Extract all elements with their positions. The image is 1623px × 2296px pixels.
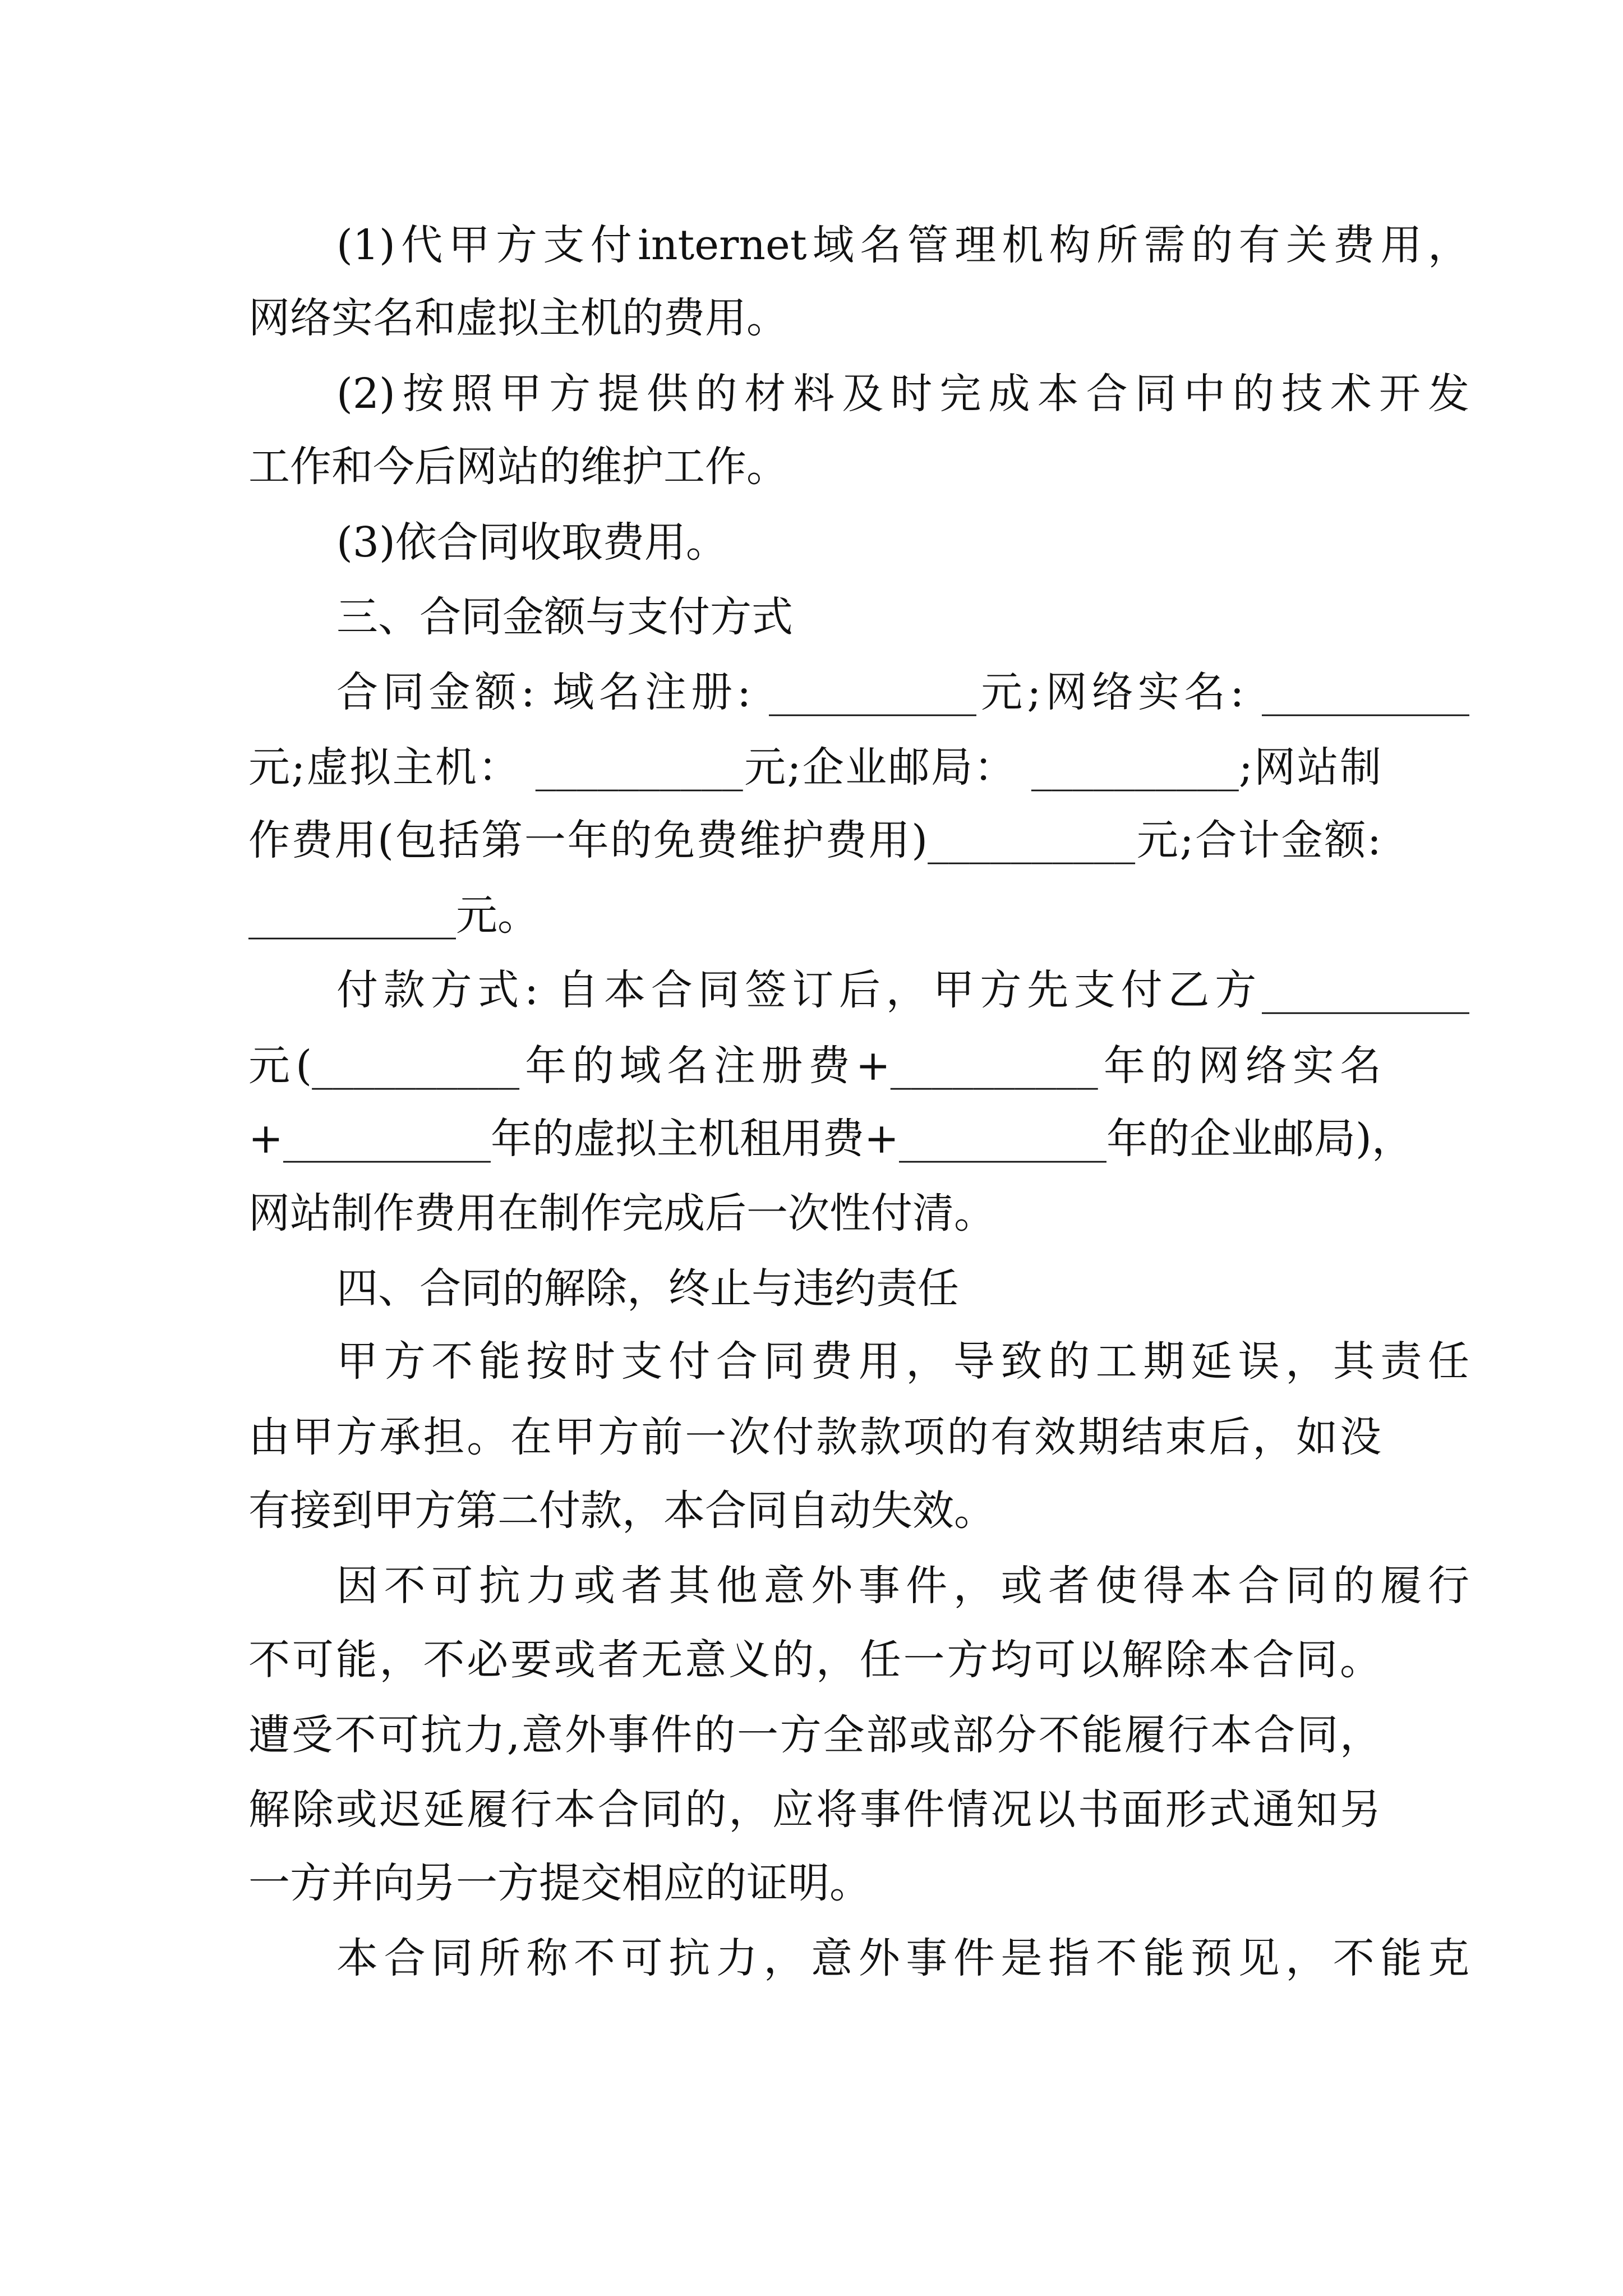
section-heading: 三、合同金额与支付方式	[336, 593, 793, 641]
text-line: 甲方不能按时支付合同费用，导致的工期延误，其责任	[336, 1337, 1469, 1386]
text-line: 付款方式: 自本合同签订后，甲方先支付乙方__________	[336, 966, 1469, 1014]
text-line: 网络实名和虚拟主机的费用。	[248, 294, 788, 342]
text-line: 作费用(包括第一年的免费维护费用)__________元;合计金额:	[248, 816, 1381, 864]
text-line: 一方并向另一方提交相应的证明。	[248, 1859, 871, 1907]
text-line: 有接到甲方第二付款，本合同自动失效。	[248, 1487, 995, 1535]
text-line: (2)按照甲方提供的材料及时完成本合同中的技术开发	[336, 370, 1469, 418]
text-line: (3)依合同收取费用。	[336, 518, 727, 567]
text-line: 不可能，不必要或者无意义的，任一方均可以解除本合同。	[248, 1636, 1381, 1684]
text-line: 网站制作费用在制作完成后一次性付清。	[248, 1189, 995, 1237]
text-line: 元(__________年的域名注册费+__________年的网络实名	[248, 1042, 1381, 1090]
text-line: 由甲方承担。在甲方前一次付款款项的有效期结束后，如没	[248, 1413, 1381, 1461]
section-heading: 四、合同的解除，终止与违约责任	[336, 1264, 959, 1313]
text-line: __________元。	[248, 891, 539, 940]
text-line: 合同金额: 域名注册: __________元;网络实名: __________	[336, 668, 1469, 716]
text-line: 遭受不可抗力,意外事件的一方全部或部分不能履行本合同，	[248, 1711, 1381, 1759]
text-line: 解除或迟延履行本合同的，应将事件情况以书面形式通知另	[248, 1786, 1381, 1834]
text-line: (1)代甲方支付internet域名管理机构所需的有关费用，	[336, 221, 1469, 269]
text-line: 本合同所称不可抗力，意外事件是指不能预见，不能克	[336, 1934, 1469, 1982]
text-line: 元;虚拟主机： __________元;企业邮局： __________;网站制	[248, 743, 1381, 792]
text-line: 因不可抗力或者其他意外事件，或者使得本合同的履行	[336, 1562, 1469, 1610]
text-line: 工作和今后网站的维护工作。	[248, 443, 788, 491]
text-line: +__________年的虚拟主机租用费+__________年的企业邮局)，	[248, 1115, 1413, 1163]
